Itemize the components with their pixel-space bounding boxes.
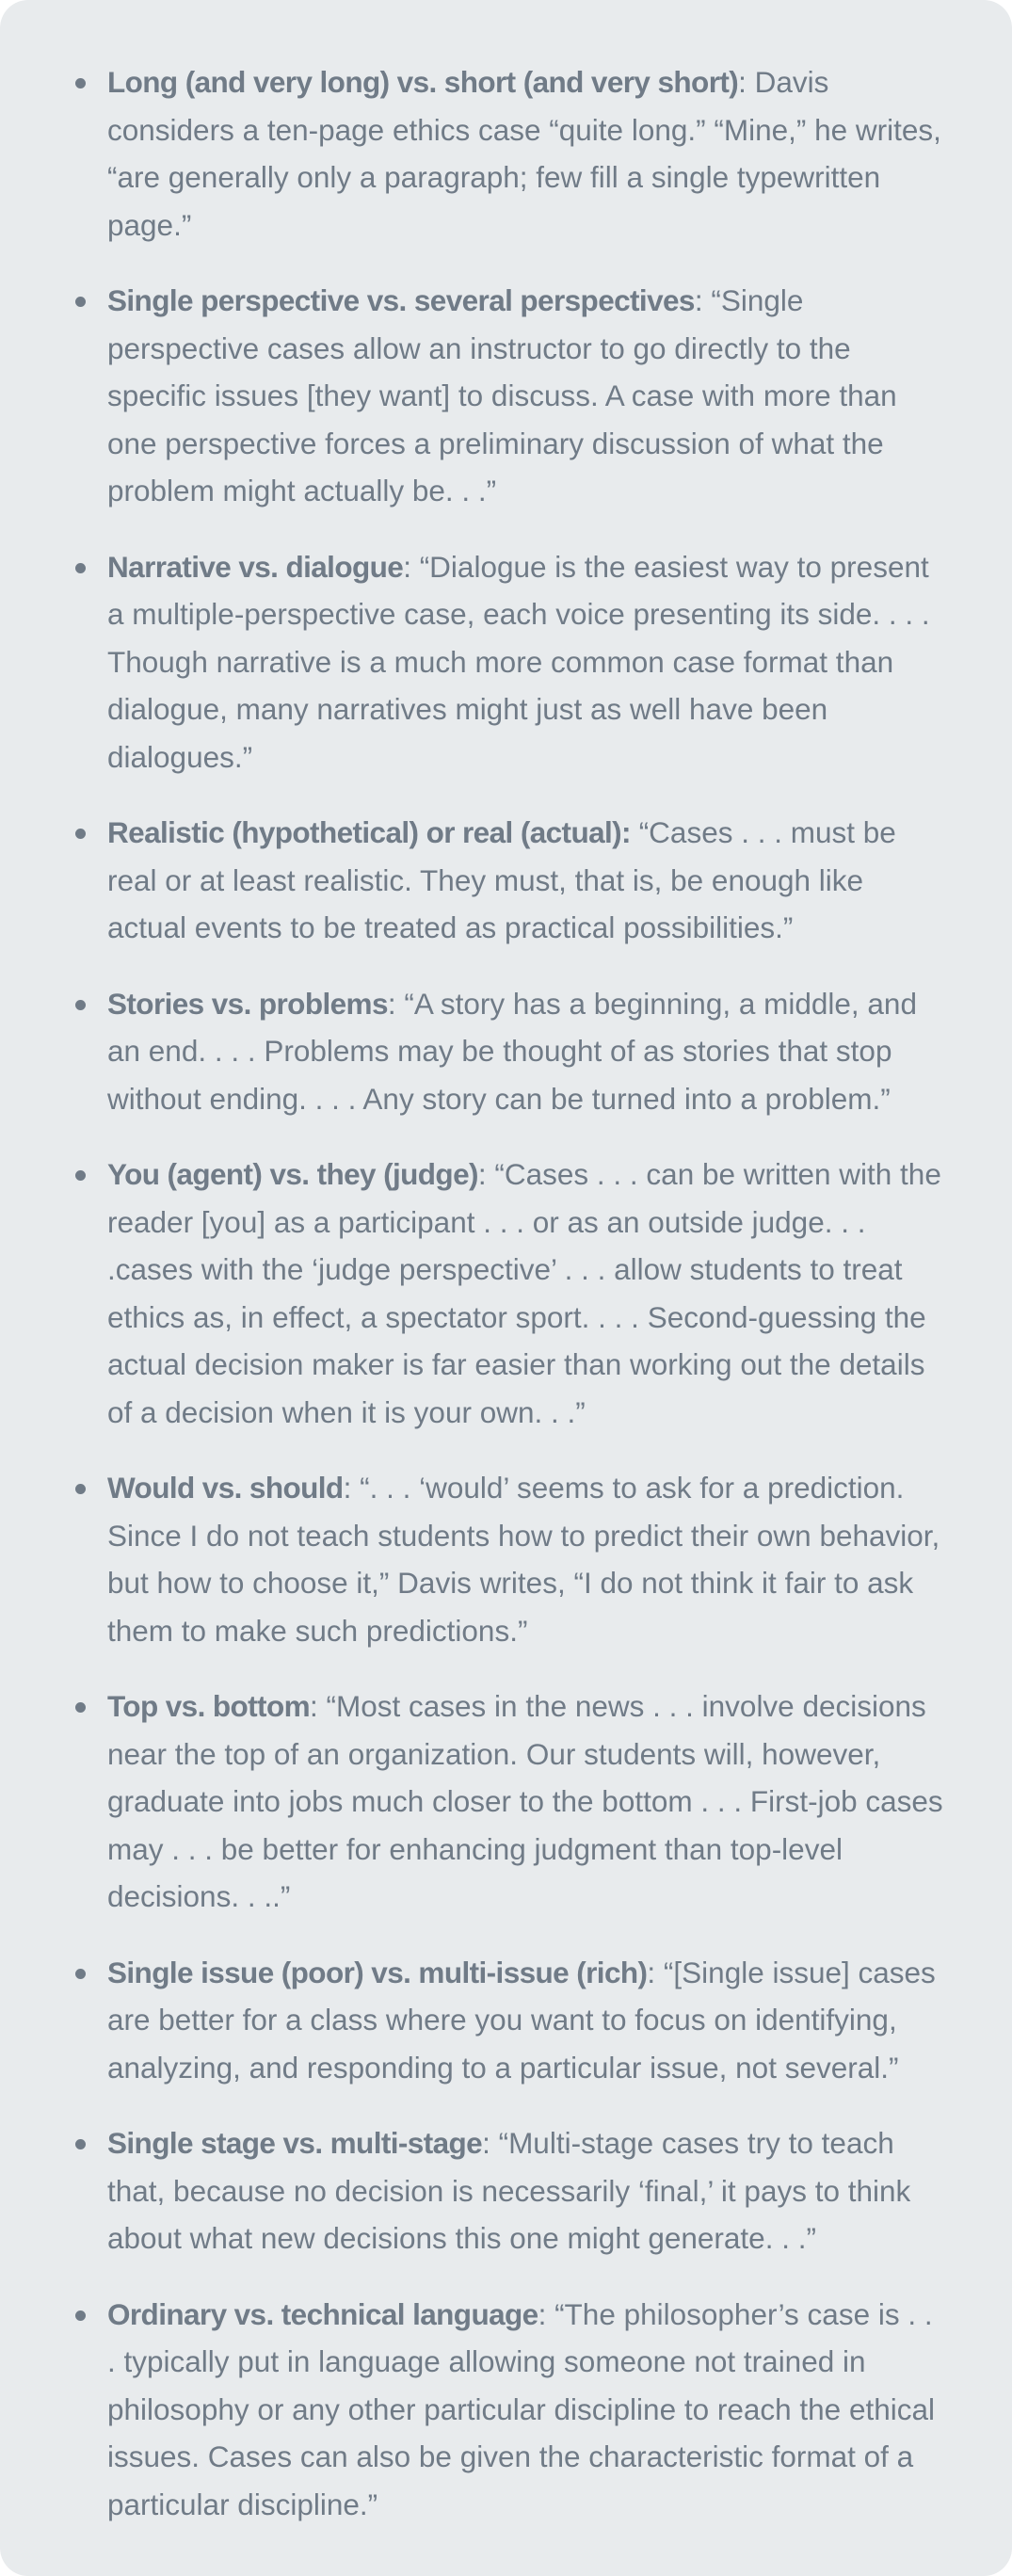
item-description: : “Multi-stage cases try to teach that, because no decision is necessarily ‘final,’ it pays to think about what new decisions this one might generate. . .”	[107, 2126, 911, 2255]
item-term: Ordinary vs. technical language	[107, 2296, 538, 2331]
item-term: You (agent) vs. they (judge)	[107, 1157, 478, 1191]
bullet-icon	[75, 829, 86, 839]
item-description: : “The philosopher’s case is . . . typically put in language allowing someone not trained in philosophy or any other particular discipline to reach the ethical issues. Cases can also be given the characteristic format of a particular discipline.”	[107, 2296, 936, 2521]
list-item-language	[68, 2291, 944, 2529]
bullet-icon	[75, 1484, 86, 1494]
list-item-issue	[68, 1949, 944, 2092]
item-description: : Davis considers a ten-page ethics case “quite long.” “Mine,” he writes, “are generally only a paragraph; few fill a single typewritten page.”	[107, 65, 941, 242]
list-item-perspective	[68, 277, 944, 515]
item-term: Realistic (hypothetical) or real (actual):	[107, 815, 631, 849]
item-description: : “Cases . . . can be written with the reader [you] as a participant . . . or as an outside judge. . . .cases with the ‘judge perspective’ . . . allow students to treat ethics as, in effect, a spectator sport. . . . Second-guessing the actual decision maker is far easier than working out the details of a decision when it is your own. . .”	[107, 1157, 941, 1429]
item-term: Narrative vs. dialogue	[107, 549, 404, 584]
item-description: : “. . . ‘would’ seems to ask for a prediction. Since I do not teach students how to predict their own behavior, but how to choose it,” Davis writes, “I do not think it fair to ask them to make such predictions.”	[107, 1471, 940, 1648]
list-item-agent-judge	[68, 1151, 944, 1436]
list-item-stories	[68, 980, 944, 1123]
item-term: Long (and very long) vs. short (and very short)	[107, 65, 739, 99]
bullet-icon	[75, 1969, 86, 1979]
item-description: : “Single perspective cases allow an instructor to go directly to the specific issues [they want] to discuss. A case with more than one perspective forces a preliminary discussion of what the problem might actually be. . .”	[107, 283, 897, 507]
item-term: Single perspective vs. several perspectives	[107, 283, 695, 317]
bullet-icon	[75, 2139, 86, 2149]
case-type-list	[68, 58, 944, 2528]
item-term: Would vs. should	[107, 1471, 344, 1505]
list-item-top-bottom	[68, 1682, 944, 1921]
item-description: : “Dialogue is the easiest way to present a multiple-perspective case, each voice presenting its side. . . . Though narrative is a much more common case format than dialogue, many narratives might just as well have been dialogues.”	[107, 549, 930, 774]
item-description: : “A story has a beginning, a middle, and an end. . . . Problems may be thought of as stories that stop without ending. . . . Any story can be turned into a problem.”	[107, 986, 917, 1116]
item-description: “Cases . . . must be real or at least realistic. They must, that is, be enough like actual events to be treated as practical possibilities.”	[107, 815, 896, 944]
item-description: : “[Single issue] cases are better for a class where you want to focus on identifying, analyzing, and responding to a particular issue, not several.”	[107, 1955, 936, 2085]
list-item-length	[68, 58, 944, 249]
bullet-icon	[75, 1702, 86, 1713]
item-term: Single issue (poor) vs. multi-issue (rich)	[107, 1955, 648, 1989]
item-term: Stories vs. problems	[107, 986, 388, 1021]
bullet-icon	[75, 78, 86, 89]
list-item-narrative	[68, 543, 944, 781]
bullet-icon	[75, 2310, 86, 2321]
bullet-icon	[75, 1000, 86, 1010]
bullet-icon	[75, 563, 86, 573]
bullet-icon	[75, 297, 86, 307]
list-item-would-should	[68, 1464, 944, 1654]
item-term: Single stage vs. multi-stage	[107, 2126, 483, 2160]
list-item-stage	[68, 2119, 944, 2262]
item-term: Top vs. bottom	[107, 1689, 310, 1723]
bullet-icon	[75, 1170, 86, 1181]
item-description: : “Most cases in the news . . . involve decisions near the top of an organization. Our students will, however, graduate into jobs much closer to the bottom . . . First-job cases may . . . be better for enhancing judgment than top-level decisions. . ..”	[107, 1689, 943, 1913]
list-item-realistic	[68, 809, 944, 952]
